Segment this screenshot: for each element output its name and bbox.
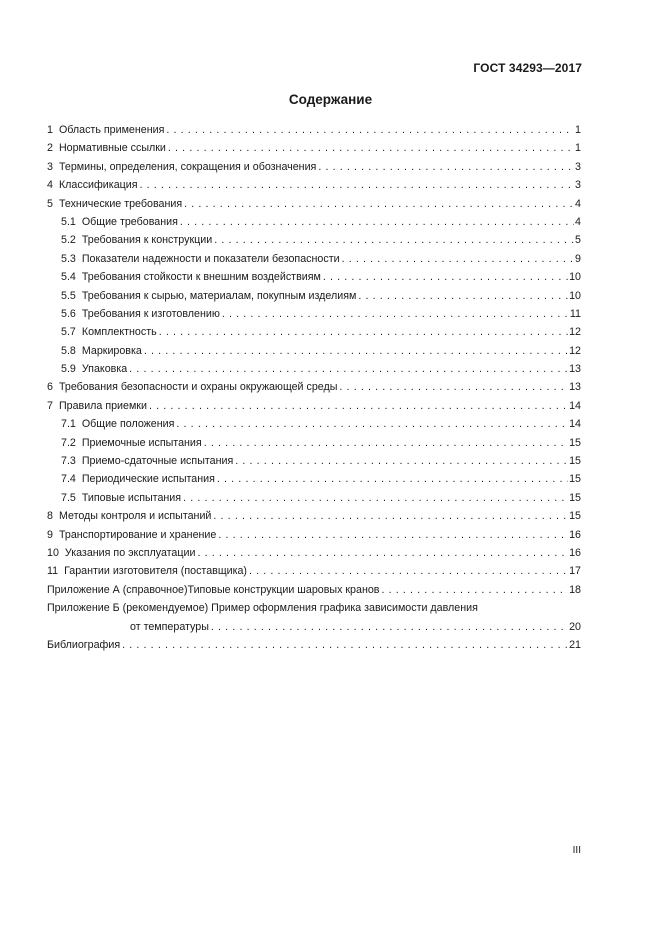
toc-entry-text bbox=[61, 470, 215, 488]
toc-entry-text bbox=[61, 305, 220, 323]
toc-entry-text bbox=[61, 250, 340, 268]
toc-entry-label: Приложение А (справочное)Типовые конструкции шаровых кранов bbox=[47, 583, 380, 596]
toc-entry-number: 7.1 bbox=[61, 418, 76, 431]
leader-dots bbox=[204, 434, 568, 452]
toc-entry-number: 10 bbox=[47, 546, 59, 559]
toc-entry-label: Периодические испытания bbox=[81, 473, 215, 486]
toc-page-number: 1 bbox=[575, 124, 581, 136]
toc-entry[interactable] bbox=[47, 489, 581, 507]
toc-entry-number: 7.4 bbox=[61, 473, 76, 486]
toc-entry-text bbox=[47, 121, 164, 139]
toc-entry[interactable] bbox=[47, 268, 581, 286]
toc-entry-number: 1 bbox=[47, 124, 53, 136]
toc-entry[interactable] bbox=[47, 397, 581, 415]
toc-entry-number: 5.1 bbox=[61, 215, 76, 228]
table-of-contents bbox=[47, 121, 581, 654]
toc-entry-number: 8 bbox=[47, 510, 53, 523]
toc-entry-number: 5.6 bbox=[61, 307, 76, 320]
toc-entry-label: Гарантии изготовителя (поставщика) bbox=[64, 565, 247, 578]
toc-page-number: 18 bbox=[569, 583, 581, 596]
toc-page-number: 16 bbox=[569, 546, 581, 559]
toc-entry-appendix-b-line1[interactable] bbox=[47, 599, 581, 617]
toc-entry[interactable] bbox=[47, 360, 581, 378]
toc-entry-number: 5.2 bbox=[61, 234, 76, 247]
toc-entry-label: Требования к сырью, материалам, покупным изделиям bbox=[81, 289, 357, 302]
toc-entry-text bbox=[47, 562, 247, 580]
page-number: III bbox=[572, 845, 581, 856]
toc-entry-text bbox=[47, 176, 138, 194]
toc-page-number: 15 bbox=[569, 436, 581, 449]
toc-entry-label: Требования стойкости к внешним воздействиям bbox=[81, 271, 321, 284]
toc-entry-label: Область применения bbox=[58, 124, 165, 136]
toc-page-number: 13 bbox=[569, 363, 581, 376]
leader-dots bbox=[149, 397, 568, 415]
toc-entry[interactable] bbox=[47, 250, 581, 268]
toc-entry-label: Комплектность bbox=[81, 326, 157, 339]
toc-entry-number: 5.5 bbox=[61, 289, 76, 302]
toc-entry[interactable] bbox=[47, 544, 581, 562]
toc-entry-text bbox=[47, 397, 147, 415]
toc-entry-label: Требования к изготовлению bbox=[81, 307, 220, 320]
leader-dots bbox=[249, 562, 568, 580]
toc-page-number: 11 bbox=[569, 307, 581, 320]
toc-entry[interactable] bbox=[47, 526, 581, 544]
leader-dots bbox=[381, 581, 568, 599]
toc-entry-label: Требования безопасности и охраны окружающей среды bbox=[58, 381, 338, 394]
leader-dots bbox=[184, 195, 574, 213]
leader-dots bbox=[176, 415, 568, 433]
toc-entry-label: Требования к конструкции bbox=[81, 234, 213, 247]
leader-dots bbox=[180, 213, 574, 231]
toc-entry-label: Термины, определения, сокращения и обозначения bbox=[58, 160, 317, 173]
toc-entry-number: 5.3 bbox=[61, 252, 76, 265]
toc-entry-text bbox=[61, 415, 174, 433]
leader-dots bbox=[339, 378, 568, 396]
toc-entry-number: 7 bbox=[47, 399, 53, 412]
toc-entry-text bbox=[61, 323, 157, 341]
toc-entry[interactable] bbox=[47, 378, 581, 396]
toc-page-number: 4 bbox=[575, 215, 581, 228]
toc-entry-label: Методы контроля и испытаний bbox=[58, 510, 212, 523]
toc-entry-appendix-b-line2[interactable] bbox=[47, 618, 581, 636]
toc-entry-label: Показатели надежности и показатели безопасности bbox=[81, 252, 340, 265]
toc-entry[interactable] bbox=[47, 507, 581, 525]
leader-dots bbox=[197, 544, 568, 562]
toc-entry-text bbox=[61, 287, 356, 305]
toc-page-number: 15 bbox=[569, 510, 581, 523]
leader-dots bbox=[129, 360, 568, 378]
toc-entry-text: Библиография bbox=[47, 638, 121, 651]
toc-page-number: 14 bbox=[569, 399, 581, 412]
toc-entry[interactable] bbox=[47, 176, 581, 194]
toc-entry-number: 9 bbox=[47, 528, 53, 541]
leader-dots bbox=[342, 250, 574, 268]
toc-page-number: 3 bbox=[575, 160, 581, 173]
toc-entry[interactable] bbox=[47, 434, 581, 452]
toc-page-number: 15 bbox=[569, 491, 581, 504]
toc-entry-text bbox=[61, 342, 142, 360]
leader-dots bbox=[222, 305, 569, 323]
toc-entry-text bbox=[47, 526, 216, 544]
toc-entry-text bbox=[61, 434, 202, 452]
leader-dots bbox=[144, 342, 568, 360]
toc-entry-label: Технические требования bbox=[58, 197, 183, 210]
toc-entry-number: 3 bbox=[47, 160, 53, 173]
toc-entry-text bbox=[61, 268, 321, 286]
toc-entry-label: Общие положения bbox=[81, 418, 175, 431]
toc-entry-number: 2 bbox=[47, 142, 53, 155]
toc-entry[interactable] bbox=[47, 305, 581, 323]
toc-entry-label: Приемочные испытания bbox=[81, 436, 202, 449]
toc-entry-label: Указания по эксплуатации bbox=[64, 546, 196, 559]
toc-page-number: 16 bbox=[569, 528, 581, 541]
toc-page-number: 15 bbox=[569, 455, 581, 468]
toc-entry-label: Классификация bbox=[58, 179, 138, 192]
document-id: ГОСТ 34293—2017 bbox=[473, 61, 582, 75]
toc-entry[interactable] bbox=[47, 121, 581, 139]
toc-entry-bibliography[interactable] bbox=[47, 636, 581, 654]
toc-entry-label: Типовые испытания bbox=[81, 491, 182, 504]
toc-page-number: 14 bbox=[569, 418, 581, 431]
toc-entry[interactable] bbox=[47, 213, 581, 231]
toc-entry-text bbox=[61, 213, 178, 231]
toc-page-number: 10 bbox=[569, 289, 581, 302]
leader-dots bbox=[213, 507, 568, 525]
leader-dots bbox=[218, 526, 568, 544]
leader-dots bbox=[168, 139, 574, 157]
toc-entry[interactable] bbox=[47, 342, 581, 360]
toc-page-number: 10 bbox=[569, 271, 581, 284]
leader-dots bbox=[318, 158, 574, 176]
toc-entry-label: Маркировка bbox=[81, 344, 142, 357]
toc-entry-label: Нормативные ссылки bbox=[58, 142, 166, 155]
toc-entry-number: 11 bbox=[47, 565, 59, 578]
toc-entry-text bbox=[47, 507, 211, 525]
toc-entry[interactable] bbox=[47, 139, 581, 157]
toc-entry-text: от температуры bbox=[130, 620, 209, 633]
toc-entry-text bbox=[47, 378, 337, 396]
toc-entry-label: Приемо-сдаточные испытания bbox=[81, 455, 234, 468]
toc-page-number: 13 bbox=[569, 381, 581, 394]
toc-entry-text bbox=[47, 581, 379, 599]
toc-entry-text bbox=[47, 139, 166, 157]
toc-entry-number: 5.4 bbox=[61, 271, 76, 284]
toc-entry-text bbox=[61, 452, 233, 470]
toc-entry-label: Общие требования bbox=[81, 215, 178, 228]
toc-entry[interactable] bbox=[47, 231, 581, 249]
toc-page-number: 12 bbox=[569, 344, 581, 357]
leader-dots bbox=[214, 231, 574, 249]
leader-dots bbox=[235, 452, 568, 470]
toc-entry-number: 5.9 bbox=[61, 363, 76, 376]
toc-page-number: 4 bbox=[575, 197, 581, 210]
toc-entry[interactable] bbox=[47, 562, 581, 580]
toc-entry-number: 4 bbox=[47, 179, 53, 192]
leader-dots bbox=[159, 323, 568, 341]
toc-entry[interactable] bbox=[47, 415, 581, 433]
toc-entry[interactable] bbox=[47, 287, 581, 305]
toc-entry-number: 5.7 bbox=[61, 326, 76, 339]
toc-entry-text bbox=[47, 195, 182, 213]
toc-entry-number: 7.2 bbox=[61, 436, 76, 449]
leader-dots bbox=[323, 268, 568, 286]
toc-entry[interactable] bbox=[47, 323, 581, 341]
toc-page-number: 1 bbox=[575, 142, 581, 155]
toc-entry-text bbox=[61, 360, 127, 378]
toc-entry[interactable] bbox=[47, 452, 581, 470]
toc-page-number: 20 bbox=[569, 620, 581, 633]
toc-entry-label: Упаковка bbox=[81, 363, 128, 376]
leader-dots bbox=[140, 176, 575, 194]
leader-dots bbox=[211, 618, 568, 636]
leader-dots bbox=[183, 489, 568, 507]
toc-entry-label: Транспортирование и хранение bbox=[58, 528, 217, 541]
toc-page-number: 15 bbox=[569, 473, 581, 486]
toc-entry-number: 7.5 bbox=[61, 491, 76, 504]
toc-entry[interactable] bbox=[47, 470, 581, 488]
toc-entry[interactable] bbox=[47, 581, 581, 599]
toc-entry-number: 5 bbox=[47, 197, 53, 210]
toc-entry-number: 7.3 bbox=[61, 455, 76, 468]
toc-entry-text: Приложение Б (рекомендуемое) Пример оформления графика зависимости давления bbox=[47, 602, 478, 615]
leader-dots bbox=[217, 470, 568, 488]
toc-entry[interactable] bbox=[47, 158, 581, 176]
toc-page-number: 21 bbox=[569, 638, 581, 651]
toc-entry-text bbox=[61, 489, 181, 507]
toc-page-number: 3 bbox=[575, 179, 581, 192]
toc-page-number: 5 bbox=[575, 234, 581, 247]
toc-page-number: 9 bbox=[575, 252, 581, 265]
toc-page-number: 17 bbox=[569, 565, 581, 578]
leader-dots bbox=[122, 636, 568, 654]
toc-entry[interactable] bbox=[47, 195, 581, 213]
toc-entry-text bbox=[61, 231, 212, 249]
toc-entry-number: 6 bbox=[47, 381, 53, 394]
toc-entry-label: Правила приемки bbox=[58, 399, 147, 412]
toc-entry-text bbox=[47, 544, 195, 562]
toc-entry-number: 5.8 bbox=[61, 344, 76, 357]
leader-dots bbox=[358, 287, 568, 305]
leader-dots bbox=[166, 121, 574, 139]
toc-page-number: 12 bbox=[569, 326, 581, 339]
page-title: Содержание bbox=[288, 92, 373, 107]
toc-entry-text bbox=[47, 158, 316, 176]
